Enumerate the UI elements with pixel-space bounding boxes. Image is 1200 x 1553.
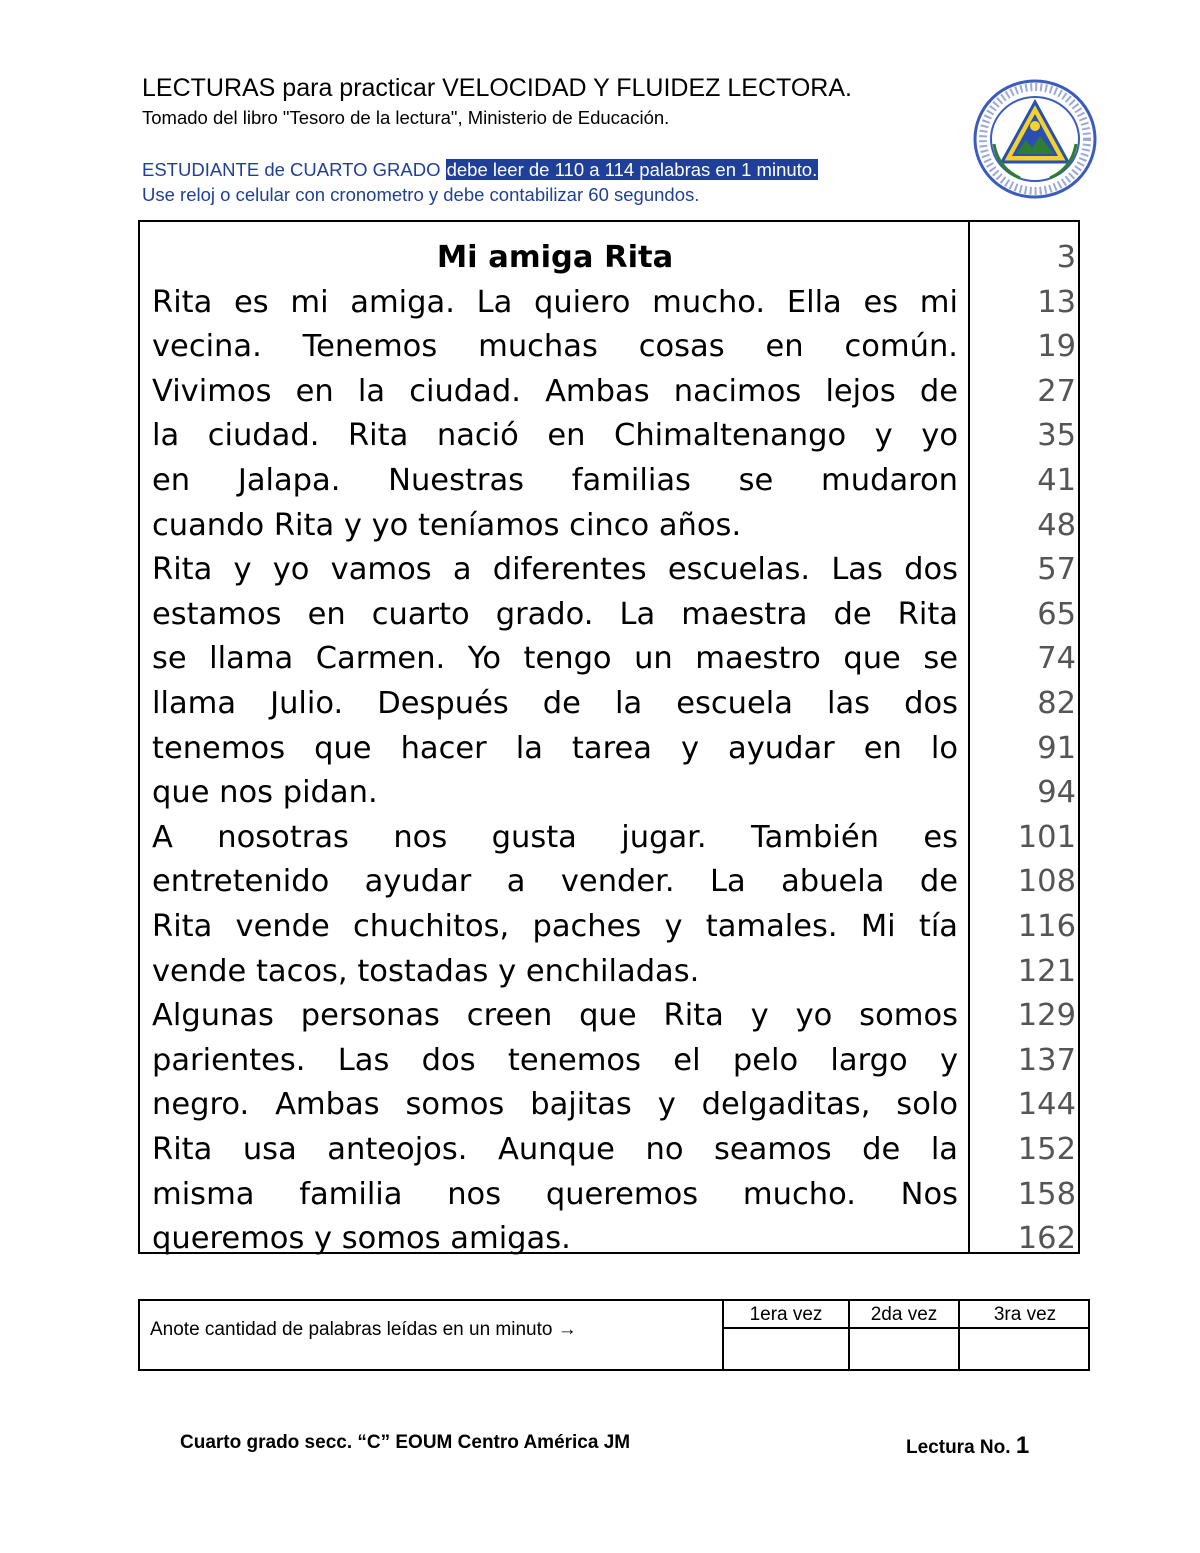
reading-line: Vivimos en la ciudad. Ambas nacimos lejos de	[152, 373, 958, 409]
cumulative-word-count: 27	[1037, 373, 1076, 409]
reading-line: Rita es mi amiga. La quiero mucho. Ella es mi	[152, 284, 958, 320]
column-header-first: 1era vez	[749, 1304, 823, 1325]
reading-line: vende tacos, tostadas y enchiladas.	[152, 953, 700, 989]
cumulative-word-count: 19	[1037, 329, 1076, 365]
cumulative-word-count: 57	[1037, 552, 1076, 588]
reading-line: tenemos que hacer la tarea y ayudar en lo	[152, 730, 958, 766]
reading-line: Rita vende chuchitos, paches y tamales. Mi tía	[152, 909, 958, 944]
page-title: LECTURAS para practicar VELOCIDAD Y FLUIDEZ LECTORA.	[142, 74, 852, 102]
reading-requirement	[142, 159, 818, 181]
column-divider	[968, 222, 970, 1252]
timing-instructions: Use reloj o celular con cronometro y debe contabilizar 60 segundos.	[142, 184, 700, 205]
reading-line: queremos y somos amigas.	[152, 1221, 571, 1257]
reading-line: entretenido ayudar a vender. La abuela de	[152, 864, 958, 900]
reading-line: misma familia nos queremos mucho. Nos	[152, 1176, 958, 1212]
requirement-prefix: ESTUDIANTE de CUARTO GRADO	[142, 159, 446, 180]
source-note: Tomado del libro "Tesoro de la lectura", Ministerio de Educación.	[142, 107, 670, 128]
column-header-second: 2da vez	[870, 1304, 938, 1325]
reading-line: cuando Rita y yo teníamos cinco años.	[152, 507, 742, 543]
cumulative-word-count: 137	[1017, 1042, 1076, 1078]
reading-title: Mi amiga Rita	[436, 240, 674, 275]
cumulative-word-count: 108	[1017, 864, 1076, 900]
reading-line: parientes. Las dos tenemos el pelo largo y	[152, 1042, 958, 1078]
cumulative-word-count: 162	[1017, 1221, 1076, 1257]
cumulative-word-count: 13	[1037, 284, 1076, 320]
reading-passage-table	[138, 220, 1080, 1257]
third-attempt-cell[interactable]	[960, 1329, 1090, 1369]
school-seal-icon	[972, 78, 1098, 200]
cumulative-word-count: 3	[1056, 240, 1076, 275]
second-attempt-cell[interactable]	[850, 1329, 958, 1369]
cumulative-word-count: 158	[1017, 1176, 1076, 1212]
reading-line: vecina. Tenemos muchas cosas en común.	[152, 329, 958, 365]
cumulative-word-count: 144	[1017, 1087, 1076, 1123]
words-read-record-table	[138, 1299, 1090, 1371]
cumulative-word-count: 48	[1037, 507, 1076, 543]
reading-line: Rita y yo vamos a diferentes escuelas. Las dos	[152, 552, 958, 588]
reading-line: Algunas personas creen que Rita y yo somos	[152, 998, 958, 1034]
cumulative-word-count: 82	[1037, 686, 1076, 721]
reading-number: 1	[1015, 1432, 1030, 1459]
cumulative-word-count: 116	[1017, 909, 1076, 944]
reading-line: A nosotras nos gusta jugar. También es	[152, 819, 958, 855]
record-label: Anote cantidad de palabras leídas en un minuto →	[150, 1319, 577, 1340]
reading-line: llama Julio. Después de la escuela las dos	[152, 686, 958, 721]
reading-line: estamos en cuarto grado. La maestra de Rita	[152, 596, 958, 632]
cumulative-word-count: 41	[1037, 463, 1076, 498]
footer-reading-number	[906, 1432, 1029, 1460]
reading-line: que nos pidan.	[152, 775, 378, 811]
reading-number-label: Lectura No.	[906, 1437, 1016, 1458]
cumulative-word-count: 101	[1017, 819, 1076, 855]
footer-class-info: Cuarto grado secc. “C” EOUM Centro América JM	[180, 1432, 631, 1453]
first-attempt-cell[interactable]	[724, 1329, 848, 1369]
reading-line: en Jalapa. Nuestras familias se mudaron	[152, 463, 958, 498]
cumulative-word-count: 35	[1037, 418, 1076, 454]
cumulative-word-count: 152	[1017, 1132, 1076, 1167]
reading-line: se llama Carmen. Yo tengo un maestro que se	[152, 641, 958, 677]
reading-line: la ciudad. Rita nació en Chimaltenango y yo	[152, 418, 958, 454]
requirement-highlight: debe leer de 110 a 114 palabras en 1 minuto.	[446, 159, 818, 180]
cumulative-word-count: 129	[1017, 998, 1076, 1034]
cumulative-word-count: 74	[1037, 641, 1076, 677]
column-header-third: 3ra vez	[993, 1304, 1057, 1325]
cumulative-word-count: 65	[1037, 596, 1076, 632]
reading-line: negro. Ambas somos bajitas y delgaditas, solo	[152, 1087, 958, 1123]
cumulative-word-count: 94	[1037, 775, 1076, 811]
reading-line: Rita usa anteojos. Aunque no seamos de la	[152, 1132, 958, 1167]
cumulative-word-count: 91	[1037, 730, 1076, 766]
cumulative-word-count: 121	[1017, 953, 1076, 989]
